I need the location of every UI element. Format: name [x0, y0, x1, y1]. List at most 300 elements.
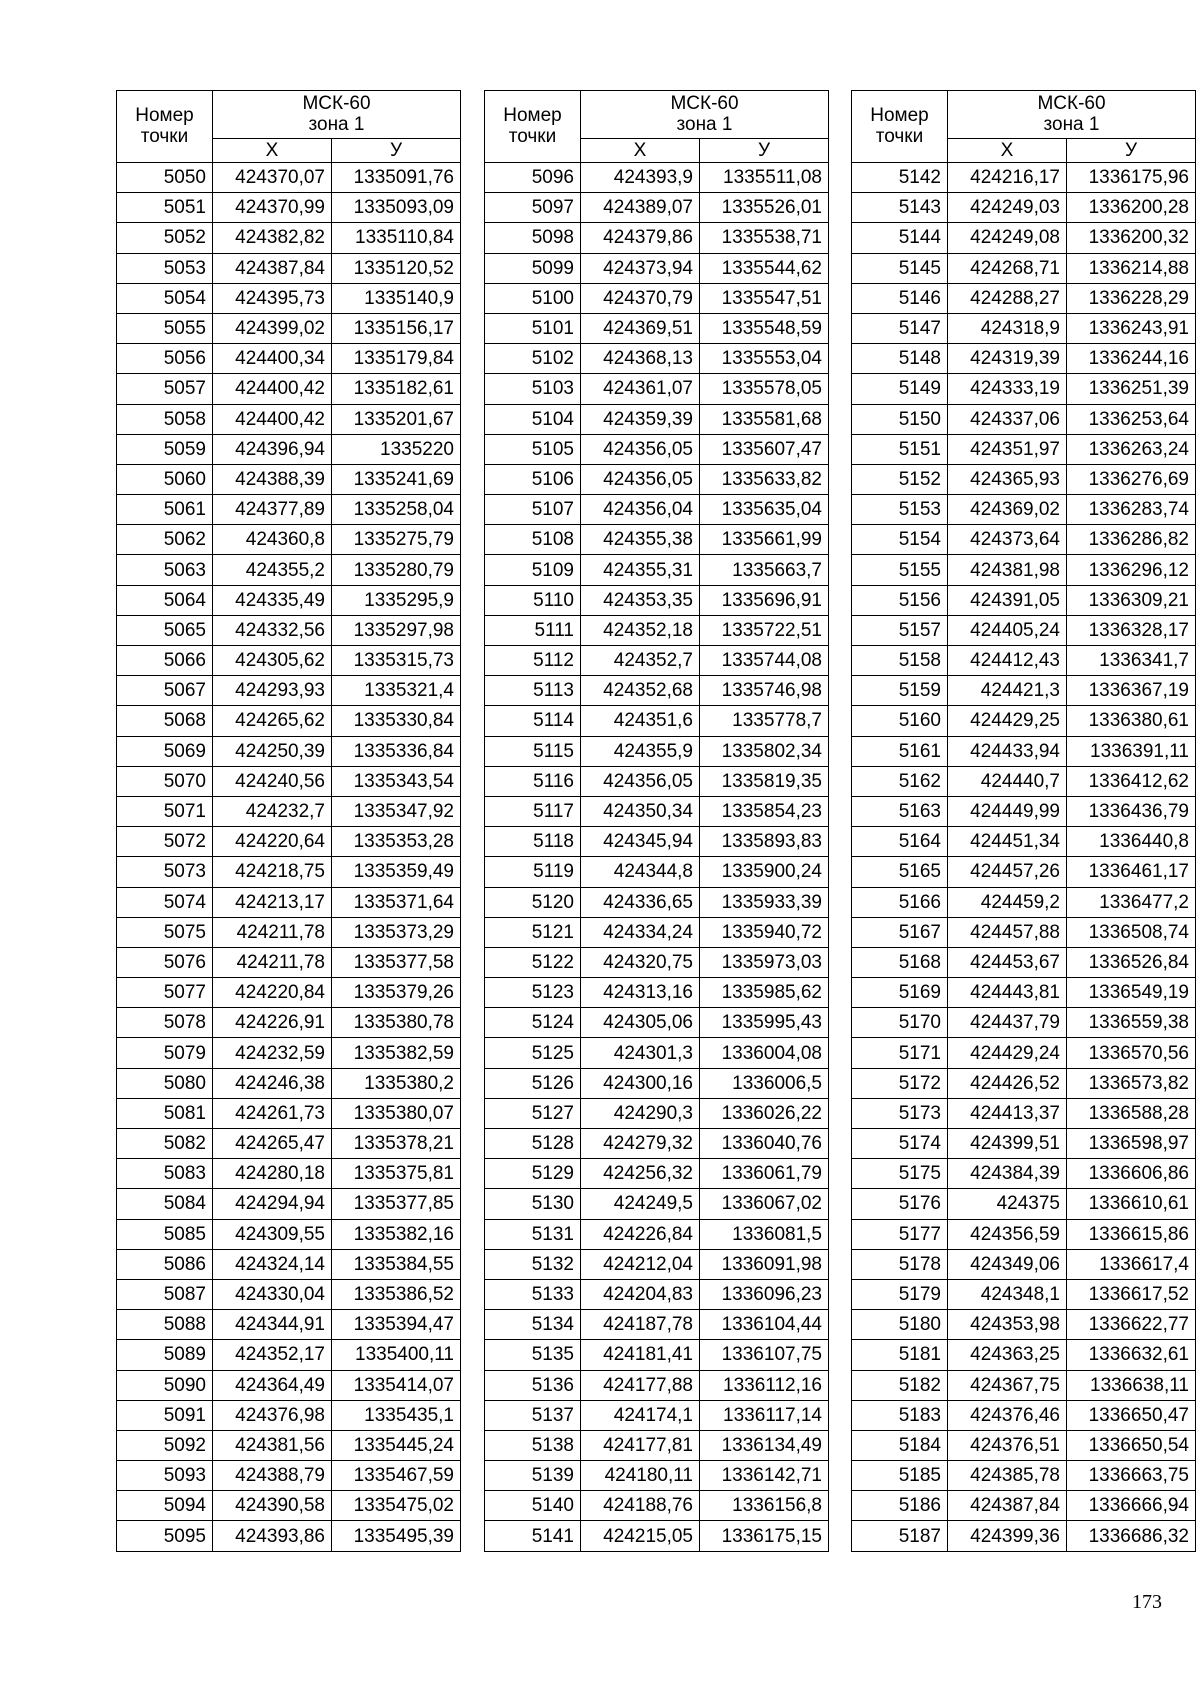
x-coordinate-cell: 424268,71: [948, 253, 1067, 283]
y-coordinate-cell: 1336391,11: [1067, 736, 1196, 766]
point-number-cell: 5104: [485, 404, 581, 434]
x-column-header: Х: [581, 139, 700, 163]
y-coordinate-cell: 1336461,17: [1067, 857, 1196, 887]
table-row: [852, 1008, 1196, 1038]
y-coordinate-cell: 1335110,84: [332, 223, 461, 253]
y-coordinate-cell: 1336091,98: [700, 1249, 829, 1279]
y-coordinate-cell: 1335547,51: [700, 283, 829, 313]
coordinate-table-3: [851, 90, 1196, 1552]
x-coordinate-cell: 424349,06: [948, 1249, 1067, 1279]
point-number-cell: 5128: [485, 1129, 581, 1159]
y-coordinate-cell: 1335386,52: [332, 1279, 461, 1309]
x-coordinate-cell: 424353,98: [948, 1310, 1067, 1340]
point-number-header: [485, 91, 581, 163]
x-coordinate-cell: 424187,78: [581, 1310, 700, 1340]
table-row: [485, 827, 829, 857]
y-coordinate-cell: 1335140,9: [332, 283, 461, 313]
point-number-cell: 5155: [852, 555, 948, 585]
table-row: [485, 404, 829, 434]
table-row: [117, 676, 461, 706]
point-number-cell: 5142: [852, 163, 948, 193]
y-coordinate-cell: 1336004,08: [700, 1038, 829, 1068]
y-coordinate-cell: 1336588,28: [1067, 1098, 1196, 1128]
y-coordinate-cell: 1335633,82: [700, 464, 829, 494]
x-coordinate-cell: 424449,99: [948, 796, 1067, 826]
y-coordinate-cell: 1335435,1: [332, 1400, 461, 1430]
table-row: [852, 374, 1196, 404]
table-row: [117, 1008, 461, 1038]
table-row: [485, 887, 829, 917]
y-coordinate-cell: 1335384,55: [332, 1249, 461, 1279]
point-number-cell: 5141: [485, 1521, 581, 1551]
y-coordinate-cell: 1336622,77: [1067, 1310, 1196, 1340]
y-coordinate-cell: 1335382,16: [332, 1219, 461, 1249]
point-number-cell: 5114: [485, 706, 581, 736]
x-coordinate-cell: 424313,16: [581, 978, 700, 1008]
table-row: [485, 344, 829, 374]
point-number-cell: 5145: [852, 253, 948, 283]
x-coordinate-cell: 424421,3: [948, 676, 1067, 706]
table-row: [117, 344, 461, 374]
point-number-cell: 5170: [852, 1008, 948, 1038]
y-coordinate-cell: 1336666,94: [1067, 1491, 1196, 1521]
point-number-cell: 5074: [117, 887, 213, 917]
y-coordinate-cell: 1336686,32: [1067, 1521, 1196, 1551]
x-coordinate-cell: 424309,55: [213, 1219, 332, 1249]
point-number-cell: 5070: [117, 766, 213, 796]
y-coordinate-cell: 1336175,96: [1067, 163, 1196, 193]
point-number-cell: 5143: [852, 193, 948, 223]
y-coordinate-cell: 1335258,04: [332, 495, 461, 525]
y-coordinate-cell: 1335120,52: [332, 253, 461, 283]
table-row: [485, 555, 829, 585]
x-coordinate-cell: 424365,93: [948, 464, 1067, 494]
coordinate-system-header: [213, 91, 461, 139]
table-row: [117, 1068, 461, 1098]
x-coordinate-cell: 424370,99: [213, 193, 332, 223]
table-row: [852, 766, 1196, 796]
y-coordinate-cell: 1335995,43: [700, 1008, 829, 1038]
y-coordinate-cell: 1335297,98: [332, 615, 461, 645]
x-coordinate-cell: 424351,97: [948, 434, 1067, 464]
point-number-cell: 5060: [117, 464, 213, 494]
point-number-cell: 5078: [117, 1008, 213, 1038]
zone-label: зона 1: [308, 113, 365, 135]
point-number-cell: 5154: [852, 525, 948, 555]
table-row: [485, 1310, 829, 1340]
point-number-cell: 5120: [485, 887, 581, 917]
table-row: [485, 1249, 829, 1279]
point-number-cell: 5144: [852, 223, 948, 253]
y-coordinate-cell: 1335900,24: [700, 857, 829, 887]
table-row: [852, 404, 1196, 434]
table-row: [117, 1038, 461, 1068]
table-row: [852, 1038, 1196, 1068]
table-row: [485, 796, 829, 826]
x-coordinate-cell: 424290,3: [581, 1098, 700, 1128]
point-number-cell: 5150: [852, 404, 948, 434]
y-coordinate-cell: 1335394,47: [332, 1310, 461, 1340]
table-row: [117, 1129, 461, 1159]
table-row: [117, 374, 461, 404]
y-coordinate-cell: 1336526,84: [1067, 947, 1196, 977]
table-row: [852, 1340, 1196, 1370]
table-row: [485, 706, 829, 736]
point-number-cell: 5177: [852, 1219, 948, 1249]
point-number-cell: 5083: [117, 1159, 213, 1189]
x-coordinate-cell: 424249,08: [948, 223, 1067, 253]
y-coordinate-cell: 1336617,4: [1067, 1249, 1196, 1279]
table-row: [852, 585, 1196, 615]
table-row: [117, 1189, 461, 1219]
table-row: [117, 404, 461, 434]
point-number-cell: 5137: [485, 1400, 581, 1430]
y-coordinate-cell: 1336006,5: [700, 1068, 829, 1098]
point-number-cell: 5117: [485, 796, 581, 826]
coordinate-system-header: [581, 91, 829, 139]
y-coordinate-cell: 1335091,76: [332, 163, 461, 193]
y-coordinate-cell: 1335578,05: [700, 374, 829, 404]
point-number-cell: 5115: [485, 736, 581, 766]
table-row: [852, 495, 1196, 525]
point-number-cell: 5165: [852, 857, 948, 887]
point-number-cell: 5123: [485, 978, 581, 1008]
table-row: [852, 1461, 1196, 1491]
x-coordinate-cell: 424387,84: [948, 1491, 1067, 1521]
table-row: [485, 374, 829, 404]
point-number-cell: 5169: [852, 978, 948, 1008]
point-number-cell: 5156: [852, 585, 948, 615]
x-coordinate-cell: 424388,79: [213, 1461, 332, 1491]
table-row: [117, 1461, 461, 1491]
y-coordinate-cell: 1335377,85: [332, 1189, 461, 1219]
y-coordinate-cell: 1336477,2: [1067, 887, 1196, 917]
point-number-cell: 5072: [117, 827, 213, 857]
table-row: [485, 495, 829, 525]
x-column-header: Х: [948, 139, 1067, 163]
table-row: [852, 253, 1196, 283]
point-number-cell: 5131: [485, 1219, 581, 1249]
y-coordinate-cell: 1335854,23: [700, 796, 829, 826]
x-coordinate-cell: 424211,78: [213, 947, 332, 977]
point-number-cell: 5186: [852, 1491, 948, 1521]
table-row: [485, 1008, 829, 1038]
table-row: [485, 1098, 829, 1128]
x-coordinate-cell: 424387,84: [213, 253, 332, 283]
x-coordinate-cell: 424294,94: [213, 1189, 332, 1219]
point-number-cell: 5162: [852, 766, 948, 796]
point-number-cell: 5053: [117, 253, 213, 283]
point-number-cell: 5139: [485, 1461, 581, 1491]
table-row: [852, 706, 1196, 736]
table-row: [852, 676, 1196, 706]
table-row: [852, 947, 1196, 977]
y-coordinate-cell: 1336615,86: [1067, 1219, 1196, 1249]
table-row: [485, 615, 829, 645]
x-coordinate-cell: 424348,1: [948, 1279, 1067, 1309]
point-number-cell: 5075: [117, 917, 213, 947]
y-coordinate-cell: 1335635,04: [700, 495, 829, 525]
point-number-cell: 5071: [117, 796, 213, 826]
point-number-cell: 5089: [117, 1340, 213, 1370]
x-coordinate-cell: 424301,3: [581, 1038, 700, 1068]
point-number-cell: 5185: [852, 1461, 948, 1491]
point-number-cell: 5082: [117, 1129, 213, 1159]
y-coordinate-cell: 1335475,02: [332, 1491, 461, 1521]
y-coordinate-cell: 1336617,52: [1067, 1279, 1196, 1309]
x-coordinate-cell: 424220,84: [213, 978, 332, 1008]
table-row: [852, 1310, 1196, 1340]
y-coordinate-cell: 1336134,49: [700, 1430, 829, 1460]
point-number-cell: 5172: [852, 1068, 948, 1098]
point-number-cell: 5159: [852, 676, 948, 706]
point-number-cell: 5166: [852, 887, 948, 917]
table-row: [852, 646, 1196, 676]
table-row: [117, 917, 461, 947]
x-coordinate-cell: 424393,9: [581, 163, 700, 193]
y-coordinate-cell: 1335379,26: [332, 978, 461, 1008]
y-coordinate-cell: 1335526,01: [700, 193, 829, 223]
table-row: [852, 344, 1196, 374]
y-coordinate-cell: 1335973,03: [700, 947, 829, 977]
table-row: [117, 1159, 461, 1189]
table-row: [852, 887, 1196, 917]
y-coordinate-cell: 1335819,35: [700, 766, 829, 796]
x-coordinate-cell: 424350,34: [581, 796, 700, 826]
point-number-cell: 5105: [485, 434, 581, 464]
x-coordinate-cell: 424293,93: [213, 676, 332, 706]
x-coordinate-cell: 424261,73: [213, 1098, 332, 1128]
point-number-cell: 5110: [485, 585, 581, 615]
table-row: [852, 796, 1196, 826]
y-coordinate-cell: 1336040,76: [700, 1129, 829, 1159]
table-row: [117, 1098, 461, 1128]
x-coordinate-cell: 424393,86: [213, 1521, 332, 1551]
table-row: [852, 857, 1196, 887]
y-coordinate-cell: 1336440,8: [1067, 827, 1196, 857]
x-coordinate-cell: 424232,59: [213, 1038, 332, 1068]
point-number-cell: 5132: [485, 1249, 581, 1279]
table-row: [852, 434, 1196, 464]
y-coordinate-cell: 1335093,09: [332, 193, 461, 223]
y-coordinate-cell: 1336251,39: [1067, 374, 1196, 404]
point-number-cell: 5134: [485, 1310, 581, 1340]
x-coordinate-cell: 424246,38: [213, 1068, 332, 1098]
point-number-cell: 5180: [852, 1310, 948, 1340]
point-number-cell: 5163: [852, 796, 948, 826]
point-number-cell: 5111: [485, 615, 581, 645]
x-coordinate-cell: 424180,11: [581, 1461, 700, 1491]
table-row: [852, 1370, 1196, 1400]
x-coordinate-cell: 424356,04: [581, 495, 700, 525]
x-coordinate-cell: 424213,17: [213, 887, 332, 917]
y-coordinate-cell: 1336156,8: [700, 1491, 829, 1521]
x-coordinate-cell: 424377,89: [213, 495, 332, 525]
table-row: [852, 283, 1196, 313]
y-coordinate-cell: 1336283,74: [1067, 495, 1196, 525]
x-coordinate-cell: 424352,17: [213, 1340, 332, 1370]
x-coordinate-cell: 424388,39: [213, 464, 332, 494]
table-row: [852, 1219, 1196, 1249]
point-number-cell: 5091: [117, 1400, 213, 1430]
x-coordinate-cell: 424249,5: [581, 1189, 700, 1219]
y-coordinate-cell: 1335295,9: [332, 585, 461, 615]
table-row: [852, 555, 1196, 585]
table-row: [117, 464, 461, 494]
y-coordinate-cell: 1336026,22: [700, 1098, 829, 1128]
y-coordinate-cell: 1335538,71: [700, 223, 829, 253]
point-number-header-label: Номер точки: [870, 104, 929, 147]
x-coordinate-cell: 424412,43: [948, 646, 1067, 676]
y-coordinate-cell: 1336570,56: [1067, 1038, 1196, 1068]
table-row: [117, 555, 461, 585]
point-number-cell: 5061: [117, 495, 213, 525]
page-number: 173: [1132, 1591, 1162, 1613]
x-coordinate-cell: 424334,24: [581, 917, 700, 947]
x-coordinate-cell: 424211,78: [213, 917, 332, 947]
x-coordinate-cell: 424381,98: [948, 555, 1067, 585]
table-row: [117, 947, 461, 977]
x-coordinate-cell: 424215,05: [581, 1521, 700, 1551]
point-number-cell: 5173: [852, 1098, 948, 1128]
table-row: [485, 1521, 829, 1551]
x-coordinate-cell: 424336,65: [581, 887, 700, 917]
x-coordinate-cell: 424369,51: [581, 313, 700, 343]
point-number-cell: 5136: [485, 1370, 581, 1400]
table-row: [485, 1038, 829, 1068]
table-row: [485, 223, 829, 253]
point-number-cell: 5183: [852, 1400, 948, 1430]
y-coordinate-cell: 1335414,07: [332, 1370, 461, 1400]
y-coordinate-cell: 1336276,69: [1067, 464, 1196, 494]
point-number-cell: 5088: [117, 1310, 213, 1340]
table-row: [117, 827, 461, 857]
coordinate-table-1: [116, 90, 461, 1552]
x-coordinate-cell: 424429,25: [948, 706, 1067, 736]
point-number-header-label: Номер точки: [503, 104, 562, 147]
coordinate-system-header: [948, 91, 1196, 139]
point-number-cell: 5103: [485, 374, 581, 404]
table-row: [852, 464, 1196, 494]
y-coordinate-cell: 1336214,88: [1067, 253, 1196, 283]
x-coordinate-cell: 424396,94: [213, 434, 332, 464]
x-coordinate-cell: 424333,19: [948, 374, 1067, 404]
y-coordinate-cell: 1336328,17: [1067, 615, 1196, 645]
x-coordinate-cell: 424352,18: [581, 615, 700, 645]
x-coordinate-cell: 424399,36: [948, 1521, 1067, 1551]
table-row: [117, 283, 461, 313]
table-row: [117, 887, 461, 917]
point-number-cell: 5098: [485, 223, 581, 253]
point-number-cell: 5059: [117, 434, 213, 464]
point-number-cell: 5076: [117, 947, 213, 977]
x-coordinate-cell: 424256,32: [581, 1159, 700, 1189]
x-coordinate-cell: 424376,51: [948, 1430, 1067, 1460]
x-coordinate-cell: 424382,82: [213, 223, 332, 253]
point-number-cell: 5051: [117, 193, 213, 223]
y-coordinate-cell: 1335778,7: [700, 706, 829, 736]
x-coordinate-cell: 424381,56: [213, 1430, 332, 1460]
x-coordinate-cell: 424324,14: [213, 1249, 332, 1279]
y-coordinate-cell: 1335802,34: [700, 736, 829, 766]
table-row: [117, 1430, 461, 1460]
point-number-cell: 5093: [117, 1461, 213, 1491]
y-coordinate-cell: 1335201,67: [332, 404, 461, 434]
point-number-cell: 5129: [485, 1159, 581, 1189]
point-number-cell: 5158: [852, 646, 948, 676]
y-column-header: У: [332, 139, 461, 163]
point-number-cell: 5118: [485, 827, 581, 857]
x-coordinate-cell: 424356,59: [948, 1219, 1067, 1249]
y-coordinate-cell: 1336367,19: [1067, 676, 1196, 706]
point-number-cell: 5069: [117, 736, 213, 766]
coordinate-system-label: МСК-60: [1037, 92, 1106, 114]
point-number-cell: 5052: [117, 223, 213, 253]
x-coordinate-cell: 424363,25: [948, 1340, 1067, 1370]
point-number-cell: 5101: [485, 313, 581, 343]
y-coordinate-cell: 1335722,51: [700, 615, 829, 645]
table-row: [485, 857, 829, 887]
point-number-cell: 5102: [485, 344, 581, 374]
point-number-cell: 5148: [852, 344, 948, 374]
y-coordinate-cell: 1336200,32: [1067, 223, 1196, 253]
table-row: [117, 1491, 461, 1521]
y-coordinate-cell: 1335933,39: [700, 887, 829, 917]
y-coordinate-cell: 1335371,64: [332, 887, 461, 917]
table-row: [485, 1068, 829, 1098]
point-number-cell: 5068: [117, 706, 213, 736]
table-row: [117, 1370, 461, 1400]
x-coordinate-cell: 424356,05: [581, 464, 700, 494]
y-coordinate-cell: 1335553,04: [700, 344, 829, 374]
x-coordinate-cell: 424375: [948, 1189, 1067, 1219]
table-row: [485, 1189, 829, 1219]
x-coordinate-cell: 424344,91: [213, 1310, 332, 1340]
point-number-cell: 5133: [485, 1279, 581, 1309]
y-coordinate-cell: 1335347,92: [332, 796, 461, 826]
y-coordinate-cell: 1336508,74: [1067, 917, 1196, 947]
point-number-cell: 5109: [485, 555, 581, 585]
point-number-cell: 5176: [852, 1189, 948, 1219]
table-row: [852, 1068, 1196, 1098]
y-coordinate-cell: 1335661,99: [700, 525, 829, 555]
table-row: [852, 827, 1196, 857]
table-row: [485, 464, 829, 494]
y-coordinate-cell: 1335156,17: [332, 313, 461, 343]
y-coordinate-cell: 1335467,59: [332, 1461, 461, 1491]
point-number-cell: 5153: [852, 495, 948, 525]
point-number-cell: 5164: [852, 827, 948, 857]
y-coordinate-cell: 1335315,73: [332, 646, 461, 676]
table-row: [485, 1279, 829, 1309]
x-coordinate-cell: 424373,64: [948, 525, 1067, 555]
point-number-cell: 5099: [485, 253, 581, 283]
y-coordinate-cell: 1336341,7: [1067, 646, 1196, 676]
point-number-cell: 5113: [485, 676, 581, 706]
x-coordinate-cell: 424265,47: [213, 1129, 332, 1159]
point-number-cell: 5181: [852, 1340, 948, 1370]
point-number-cell: 5066: [117, 646, 213, 676]
y-coordinate-cell: 1336380,61: [1067, 706, 1196, 736]
point-number-cell: 5147: [852, 313, 948, 343]
y-coordinate-cell: 1335544,62: [700, 253, 829, 283]
point-number-cell: 5125: [485, 1038, 581, 1068]
y-coordinate-cell: 1336244,16: [1067, 344, 1196, 374]
x-coordinate-cell: 424232,7: [213, 796, 332, 826]
table-row: [852, 525, 1196, 555]
x-coordinate-cell: 424181,41: [581, 1340, 700, 1370]
table-row: [852, 193, 1196, 223]
